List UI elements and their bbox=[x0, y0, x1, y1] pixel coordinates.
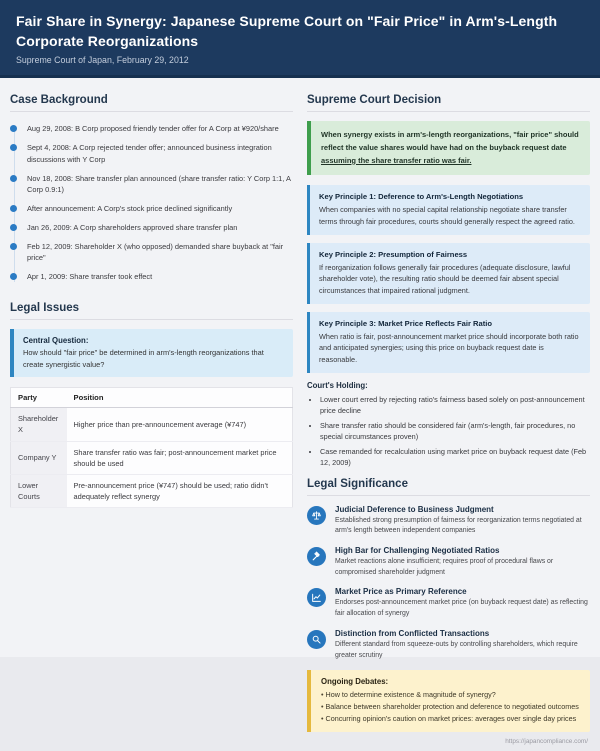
page-subtitle: Supreme Court of Japan, February 29, 2012 bbox=[16, 55, 189, 66]
significance-item bbox=[307, 505, 590, 537]
left-column bbox=[10, 88, 293, 745]
section-title-case-background: Case Background bbox=[10, 94, 293, 112]
significance-body: Established strong presumption of fairness for reorganization terms negotiated at arm's length between independent companies bbox=[335, 516, 582, 535]
table-row bbox=[11, 474, 293, 507]
courts-holding-item: • Lower court erred by rejecting ratio's fairness based solely on post-announcement price decline bbox=[320, 394, 590, 417]
section-title-legal-significance: Legal Significance bbox=[307, 478, 590, 496]
significance-item bbox=[307, 587, 590, 619]
position-cell: Share transfer ratio was fair; post-announcement market price should be used bbox=[67, 441, 293, 474]
position-cell: Pre-announcement price (¥747) should be used; ratio didn't adequately reflect synergy bbox=[67, 474, 293, 507]
significance-title: High Bar for Challenging Negotiated Ratios bbox=[335, 546, 500, 555]
header bbox=[0, 0, 600, 78]
timeline-event-text: Aug 29, 2008: B Corp proposed friendly tender offer for A Corp at ¥920/share bbox=[27, 124, 279, 134]
key-principle-3-box bbox=[307, 312, 590, 373]
page-title: Fair Share in Synergy: Japanese Supreme Court on "Fair Price" in Arm's-Length Corporate Reorganizations bbox=[16, 13, 558, 49]
timeline-event bbox=[10, 222, 293, 233]
key-principle-2-box bbox=[307, 243, 590, 304]
courts-holding-list bbox=[307, 394, 590, 469]
timeline-event-text: Nov 18, 2008: Share transfer plan announced (share transfer ratio: Y Corp 1:1, A Corp 0.9:1) bbox=[27, 173, 291, 195]
table-row bbox=[11, 408, 293, 441]
significance-title: Market Price as Primary Reference bbox=[335, 587, 467, 597]
significance-body: Endorses post-announcement market price (on buyback request date) as reflecting fair allocation of synergy bbox=[335, 599, 588, 618]
timeline-dot-icon bbox=[10, 224, 17, 231]
table-header-row bbox=[11, 388, 293, 408]
timeline-dot-icon bbox=[10, 243, 17, 250]
magnifier-icon bbox=[307, 630, 326, 649]
central-question-text: How should "fair price" be determined in arm's-length reorganizations that create synergistic value? bbox=[23, 348, 264, 369]
debate-item: • Balance between shareholder protection and deference to negotiated outcomes bbox=[321, 701, 580, 713]
timeline-dot-icon bbox=[10, 125, 17, 132]
ongoing-debates-box bbox=[307, 670, 590, 732]
significance-title: Distinction from Conflicted Transactions bbox=[335, 628, 490, 638]
timeline-event-text: Apr 1, 2009: Share transfer took effect bbox=[27, 272, 153, 282]
gavel-icon bbox=[307, 547, 326, 566]
central-question-label: Central Question: bbox=[23, 336, 89, 346]
source-url[interactable]: https://japancompliance.com/ bbox=[505, 737, 588, 745]
key-principle-title: Key Principle 2: Presumption of Fairness bbox=[319, 249, 468, 259]
holding-highlight-box bbox=[307, 121, 590, 175]
right-column bbox=[307, 88, 590, 745]
key-principle-body: When ratio is fair, post-announcement market price should incorporate both ratio and anticipated synergies; using this price on buyback request date is reasonable. bbox=[319, 331, 579, 365]
timeline-event bbox=[10, 123, 293, 134]
significance-item bbox=[307, 546, 590, 578]
timeline-dot-icon bbox=[10, 205, 17, 212]
timeline-dot-icon bbox=[10, 273, 17, 280]
significance-item bbox=[307, 629, 590, 661]
timeline-event-text: After announcement: A Corp's stock price declined significantly bbox=[27, 204, 233, 214]
party-cell: Company Y bbox=[11, 441, 67, 474]
timeline-event bbox=[10, 142, 293, 165]
courts-holding bbox=[307, 381, 590, 469]
timeline-dot-icon bbox=[10, 175, 17, 182]
party-cell: Lower Courts bbox=[11, 474, 67, 507]
ongoing-debates-label: Ongoing Debates: bbox=[321, 677, 389, 687]
timeline-event-text: Sept 4, 2008: A Corp rejected tender offer; announced business integration discussions with Y Corp bbox=[27, 143, 272, 164]
key-principle-1-box bbox=[307, 185, 590, 234]
central-question-box bbox=[10, 329, 293, 377]
key-principle-body: When companies with no special capital relationship negotiate share transfer terms through fair procedures, courts should generally respect the agreed ratio. bbox=[319, 205, 575, 227]
timeline-event-text: Feb 12, 2009: Shareholder X (who opposed) demanded share buyback at "fair price" bbox=[27, 241, 284, 263]
significance-title: Judicial Deference to Business Judgment bbox=[335, 504, 494, 514]
party-cell: Shareholder X bbox=[11, 408, 67, 441]
column-header-position: Position bbox=[67, 388, 293, 408]
holding-highlight-underlined: assuming the share transfer ratio was fair. bbox=[321, 155, 472, 165]
case-timeline bbox=[10, 121, 293, 292]
positions-table bbox=[10, 387, 293, 508]
table-row bbox=[11, 441, 293, 474]
timeline-dot-icon bbox=[10, 144, 17, 151]
courts-holding-item: • Case remanded for recalculation using market price on buyback request date (Feb 12, 2009) bbox=[320, 446, 590, 469]
timeline-event bbox=[10, 241, 293, 264]
scales-icon bbox=[307, 506, 326, 525]
timeline-event-text: Jan 26, 2009: A Corp shareholders approved share transfer plan bbox=[27, 223, 238, 232]
section-title-legal-issues: Legal Issues bbox=[10, 302, 293, 320]
key-principle-body: If reorganization follows generally fair procedures (adequate disclosure, lawful shareholder vote), the resulting ratio should be deemed fair absent special circumstances that impaired rational judgment. bbox=[319, 262, 571, 296]
significance-body: Market reactions alone insufficient; requires proof of procedural flaws or compromised shareholder judgment bbox=[335, 558, 554, 576]
timeline-event bbox=[10, 203, 293, 214]
courts-holding-item: • Share transfer ratio should be considered fair (arm's-length, fair procedures, no special circumstances proven) bbox=[320, 420, 590, 443]
section-title-supreme-court-decision: Supreme Court Decision bbox=[307, 94, 590, 112]
courts-holding-label: Court's Holding: bbox=[307, 380, 368, 390]
chart-icon bbox=[307, 588, 326, 607]
timeline-event bbox=[10, 271, 293, 282]
holding-highlight-text: When synergy exists in arm's-length reorganizations, "fair price" should reflect the value shares would have had on the buyback request date bbox=[321, 130, 579, 152]
key-principle-title: Key Principle 1: Deference to Arm's-Length Negotiations bbox=[319, 192, 524, 202]
content bbox=[0, 78, 600, 751]
debate-item: • Concurring opinion's caution on market prices: averages over single day prices bbox=[321, 713, 580, 725]
debate-item: • How to determine existence & magnitude of synergy? bbox=[321, 689, 580, 701]
column-header-party: Party bbox=[11, 388, 67, 408]
significance-body: Different standard from squeeze-outs by controlling shareholders, which require greater scrutiny bbox=[335, 640, 578, 659]
key-principle-title: Key Principle 3: Market Price Reflects Fair Ratio bbox=[319, 318, 493, 328]
timeline-event bbox=[10, 173, 293, 196]
ongoing-debates-list bbox=[321, 689, 580, 725]
position-cell: Higher price than pre-announcement average (¥747) bbox=[67, 408, 293, 441]
